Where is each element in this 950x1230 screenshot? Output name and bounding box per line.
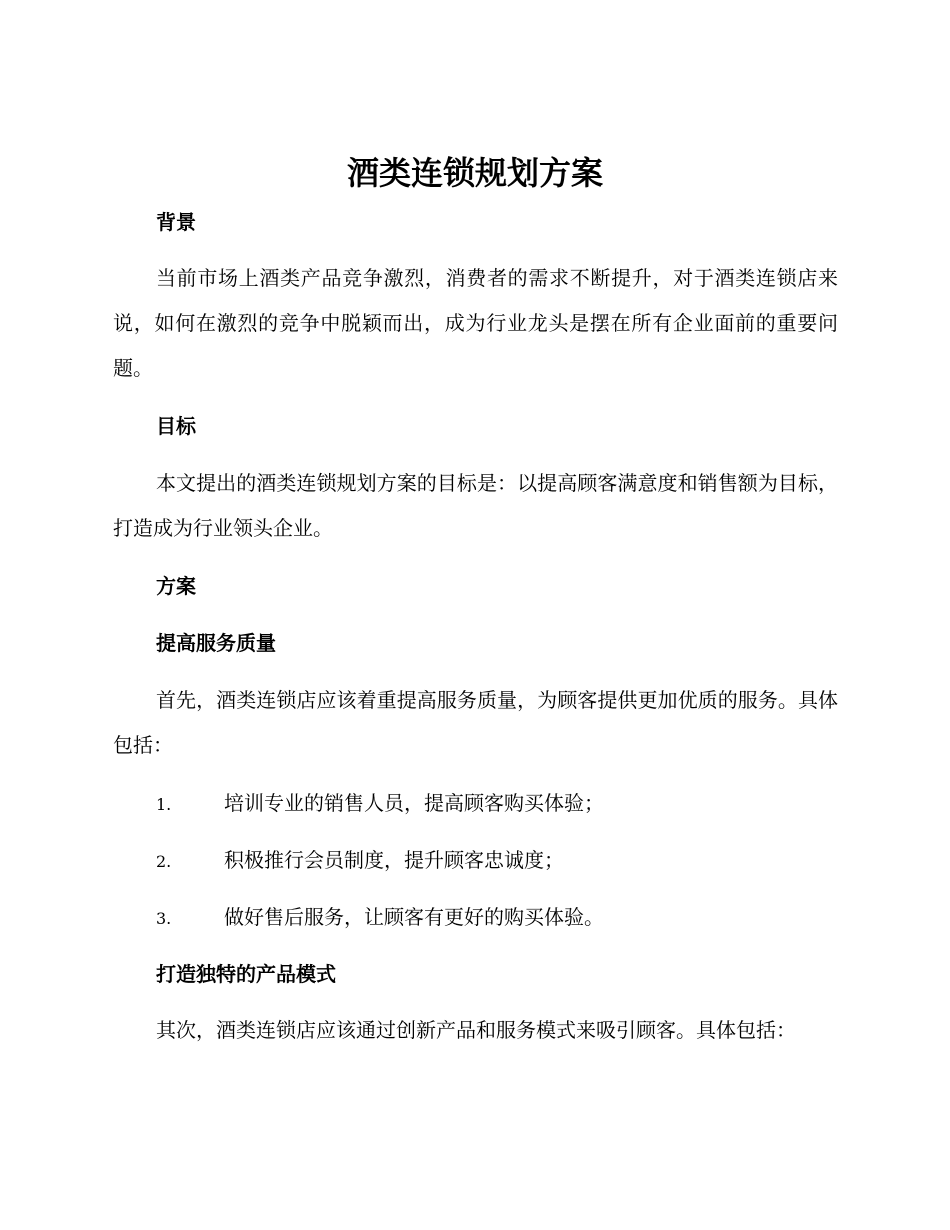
list-item-number: 3.	[156, 909, 172, 928]
paragraph-product: 其次，酒类连锁店应该通过创新产品和服务模式来吸引顾客。具体包括：	[156, 1018, 796, 1042]
paragraph-service: 首先，酒类连锁店应该着重提高服务质量，为顾客提供更加优质的服务。具体包括：	[113, 688, 838, 757]
list-item-text: 培训专业的销售人员，提高顾客购买体验；	[224, 791, 604, 815]
list-item-text: 做好售后服务，让顾客有更好的购买体验。	[224, 905, 604, 929]
section-heading-plan: 方案	[156, 574, 196, 598]
list-item-text: 积极推行会员制度，提升顾客忠诚度；	[224, 848, 564, 872]
paragraph-background: 当前市场上酒类产品竞争激烈，消费者的需求不断提升，对于酒类连锁店来说，如何在激烈的竞争中脱颖而出，成为行业龙头是摆在所有企业面前的重要问题。	[113, 266, 838, 380]
list-item	[156, 845, 564, 877]
list-item	[156, 788, 604, 820]
section-heading-background: 背景	[156, 210, 196, 234]
paragraph-goal: 本文提出的酒类连锁规划方案的目标是：以提高顾客满意度和销售额为目标，打造成为行业领头企业。	[113, 471, 838, 540]
list-item-number: 1.	[156, 795, 172, 814]
list-item	[156, 902, 604, 934]
subsection-heading-service: 提高服务质量	[156, 631, 276, 655]
document-title: 酒类连锁规划方案	[346, 154, 603, 192]
list-item-number: 2.	[156, 852, 172, 871]
subsection-heading-product: 打造独特的产品模式	[156, 962, 336, 986]
section-heading-goal: 目标	[156, 414, 196, 438]
